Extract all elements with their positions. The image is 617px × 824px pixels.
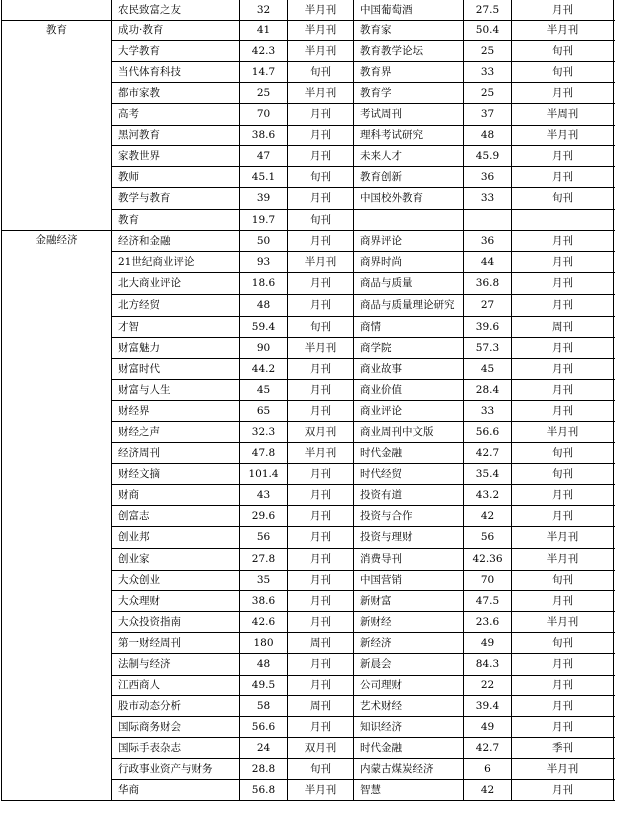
journal-count-cell: 32.3 bbox=[240, 422, 288, 443]
journal-count-cell: 41 bbox=[240, 21, 288, 41]
journal-name-cell: 经济和金融 bbox=[112, 231, 240, 252]
journal-frequency-cell: 月刊 bbox=[512, 401, 614, 422]
journal-count-cell: 36.8 bbox=[464, 273, 512, 295]
journal-frequency-cell: 双月刊 bbox=[288, 422, 354, 443]
journal-frequency-cell: 月刊 bbox=[288, 359, 354, 380]
journal-count-cell: 56.8 bbox=[240, 780, 288, 801]
journal-name-cell: 智慧 bbox=[354, 780, 464, 801]
journal-name-cell: 时代金融 bbox=[354, 443, 464, 464]
journal-frequency-cell: 半月刊 bbox=[288, 0, 354, 21]
category-cell: 教育 bbox=[2, 21, 112, 231]
journal-name-cell: 教学与教育 bbox=[112, 188, 240, 210]
journal-name-cell: 内蒙古煤炭经济 bbox=[354, 759, 464, 780]
journal-count-cell: 33 bbox=[464, 188, 512, 210]
journal-frequency-cell: 月刊 bbox=[512, 273, 614, 295]
journal-frequency-cell: 半月刊 bbox=[288, 21, 354, 41]
journal-count-cell: 93 bbox=[240, 252, 288, 273]
journal-name-cell: 未来人才 bbox=[354, 146, 464, 167]
journal-count-cell: 33 bbox=[464, 401, 512, 422]
journal-frequency-cell: 半月刊 bbox=[512, 549, 614, 571]
journal-count-cell: 42.7 bbox=[464, 738, 512, 759]
journal-name-cell: 大众投资指南 bbox=[112, 612, 240, 633]
journal-count-cell: 25 bbox=[240, 83, 288, 104]
journal-name-cell: 公司理财 bbox=[354, 676, 464, 696]
journal-frequency-cell: 月刊 bbox=[512, 359, 614, 380]
journal-count-cell: 47.8 bbox=[240, 443, 288, 464]
journal-frequency-cell: 月刊 bbox=[288, 485, 354, 506]
journal-count-cell: 48 bbox=[240, 654, 288, 676]
journal-frequency-cell: 月刊 bbox=[288, 549, 354, 571]
journal-count-cell: 6 bbox=[464, 759, 512, 780]
journal-name-cell: 财经文摘 bbox=[112, 464, 240, 485]
journal-name-cell: 新晨会 bbox=[354, 654, 464, 676]
journal-name-cell: 法制与经济 bbox=[112, 654, 240, 676]
journal-count-cell bbox=[464, 210, 512, 231]
journal-count-cell: 39 bbox=[240, 188, 288, 210]
journal-frequency-cell: 双月刊 bbox=[288, 738, 354, 759]
journal-count-cell: 47 bbox=[240, 146, 288, 167]
journal-count-cell: 25 bbox=[464, 41, 512, 62]
journal-name-cell: 投资有道 bbox=[354, 485, 464, 506]
journal-name-cell: 北方经贸 bbox=[112, 295, 240, 317]
journal-frequency-cell: 月刊 bbox=[512, 380, 614, 401]
journal-name-cell: 21世纪商业评论 bbox=[112, 252, 240, 273]
journal-name-cell: 新经济 bbox=[354, 633, 464, 654]
journal-frequency-cell: 旬刊 bbox=[288, 210, 354, 231]
journal-frequency-cell: 月刊 bbox=[288, 571, 354, 591]
journal-count-cell: 49.5 bbox=[240, 676, 288, 696]
journal-frequency-cell: 半月刊 bbox=[288, 780, 354, 801]
journal-frequency-cell: 周刊 bbox=[288, 696, 354, 717]
journal-name-cell: 财经界 bbox=[112, 401, 240, 422]
journal-count-cell: 27.5 bbox=[464, 0, 512, 21]
journal-name-cell: 投资与合作 bbox=[354, 506, 464, 527]
journal-name-cell: 时代金融 bbox=[354, 738, 464, 759]
journal-name-cell: 商业周刊中文版 bbox=[354, 422, 464, 443]
journal-count-cell: 70 bbox=[240, 104, 288, 126]
journal-count-cell: 48 bbox=[464, 126, 512, 146]
journal-name-cell: 财富时代 bbox=[112, 359, 240, 380]
journal-count-cell: 38.6 bbox=[240, 591, 288, 612]
journal-frequency-cell: 月刊 bbox=[288, 717, 354, 738]
journal-frequency-cell: 月刊 bbox=[288, 464, 354, 485]
journal-count-cell: 35.4 bbox=[464, 464, 512, 485]
journal-frequency-cell: 月刊 bbox=[512, 0, 614, 21]
journal-count-cell: 36 bbox=[464, 167, 512, 188]
journal-count-cell: 29.6 bbox=[240, 506, 288, 527]
journal-frequency-cell: 半月刊 bbox=[288, 41, 354, 62]
journal-frequency-cell: 月刊 bbox=[512, 506, 614, 527]
journal-count-cell: 58 bbox=[240, 696, 288, 717]
journal-frequency-cell: 月刊 bbox=[512, 717, 614, 738]
journal-frequency-cell: 月刊 bbox=[288, 104, 354, 126]
journal-frequency-cell: 半月刊 bbox=[512, 21, 614, 41]
journal-name-cell: 创业家 bbox=[112, 549, 240, 571]
journal-name-cell: 财商 bbox=[112, 485, 240, 506]
journal-frequency-cell: 月刊 bbox=[512, 338, 614, 359]
journal-frequency-cell: 季刊 bbox=[512, 738, 614, 759]
table-row bbox=[2, 21, 614, 41]
journal-count-cell: 28.8 bbox=[240, 759, 288, 780]
journal-name-cell: 大众创业 bbox=[112, 571, 240, 591]
journal-name-cell: 知识经济 bbox=[354, 717, 464, 738]
journal-name-cell: 国际手表杂志 bbox=[112, 738, 240, 759]
periodical-table bbox=[1, 0, 614, 801]
journal-count-cell: 18.6 bbox=[240, 273, 288, 295]
journal-count-cell: 24 bbox=[240, 738, 288, 759]
journal-frequency-cell: 月刊 bbox=[512, 295, 614, 317]
journal-frequency-cell: 旬刊 bbox=[512, 41, 614, 62]
journal-count-cell: 39.4 bbox=[464, 696, 512, 717]
journal-count-cell: 45 bbox=[240, 380, 288, 401]
journal-name-cell: 考试周刊 bbox=[354, 104, 464, 126]
journal-count-cell: 42.36 bbox=[464, 549, 512, 571]
journal-frequency-cell: 月刊 bbox=[288, 591, 354, 612]
journal-name-cell: 商业故事 bbox=[354, 359, 464, 380]
journal-count-cell: 45.1 bbox=[240, 167, 288, 188]
journal-frequency-cell: 月刊 bbox=[288, 654, 354, 676]
journal-frequency-cell: 半月刊 bbox=[512, 422, 614, 443]
journal-name-cell: 家教世界 bbox=[112, 146, 240, 167]
journal-name-cell: 华商 bbox=[112, 780, 240, 801]
journal-name-cell: 商业价值 bbox=[354, 380, 464, 401]
journal-frequency-cell: 旬刊 bbox=[512, 443, 614, 464]
journal-count-cell: 43 bbox=[240, 485, 288, 506]
journal-count-cell: 56.6 bbox=[464, 422, 512, 443]
journal-frequency-cell: 旬刊 bbox=[512, 188, 614, 210]
journal-frequency-cell: 周刊 bbox=[512, 317, 614, 338]
category-cell bbox=[2, 0, 112, 21]
journal-name-cell: 时代经贸 bbox=[354, 464, 464, 485]
journal-frequency-cell: 旬刊 bbox=[288, 317, 354, 338]
journal-count-cell: 39.6 bbox=[464, 317, 512, 338]
journal-name-cell: 新财富 bbox=[354, 591, 464, 612]
journal-frequency-cell: 月刊 bbox=[288, 380, 354, 401]
journal-count-cell: 45.9 bbox=[464, 146, 512, 167]
table-row bbox=[2, 0, 614, 21]
journal-frequency-cell: 月刊 bbox=[288, 188, 354, 210]
journal-name-cell: 商学院 bbox=[354, 338, 464, 359]
journal-frequency-cell: 月刊 bbox=[288, 146, 354, 167]
journal-count-cell: 27.8 bbox=[240, 549, 288, 571]
journal-name-cell: 成功·教育 bbox=[112, 21, 240, 41]
journal-name-cell: 商界时尚 bbox=[354, 252, 464, 273]
journal-name-cell: 黑河教育 bbox=[112, 126, 240, 146]
journal-name-cell: 艺术财经 bbox=[354, 696, 464, 717]
journal-name-cell: 商界评论 bbox=[354, 231, 464, 252]
journal-name-cell: 高考 bbox=[112, 104, 240, 126]
journal-name-cell: 投资与理财 bbox=[354, 527, 464, 549]
journal-count-cell: 35 bbox=[240, 571, 288, 591]
journal-frequency-cell: 月刊 bbox=[512, 591, 614, 612]
journal-count-cell: 42 bbox=[464, 506, 512, 527]
journal-count-cell: 45 bbox=[464, 359, 512, 380]
journal-count-cell: 47.5 bbox=[464, 591, 512, 612]
journal-frequency-cell: 旬刊 bbox=[288, 62, 354, 83]
journal-frequency-cell: 月刊 bbox=[512, 252, 614, 273]
journal-name-cell: 农民致富之友 bbox=[112, 0, 240, 21]
journal-name-cell: 创业邦 bbox=[112, 527, 240, 549]
journal-name-cell: 江西商人 bbox=[112, 676, 240, 696]
journal-count-cell: 44 bbox=[464, 252, 512, 273]
journal-name-cell: 大众理财 bbox=[112, 591, 240, 612]
journal-frequency-cell: 旬刊 bbox=[288, 167, 354, 188]
journal-name-cell: 大学教育 bbox=[112, 41, 240, 62]
journal-name-cell: 财富与人生 bbox=[112, 380, 240, 401]
journal-count-cell: 42.3 bbox=[240, 41, 288, 62]
journal-frequency-cell: 旬刊 bbox=[288, 759, 354, 780]
journal-frequency-cell: 旬刊 bbox=[512, 633, 614, 654]
journal-count-cell: 49 bbox=[464, 633, 512, 654]
journal-count-cell: 48 bbox=[240, 295, 288, 317]
journal-frequency-cell: 月刊 bbox=[288, 612, 354, 633]
journal-count-cell: 33 bbox=[464, 62, 512, 83]
journal-count-cell: 38.6 bbox=[240, 126, 288, 146]
journal-name-cell: 商情 bbox=[354, 317, 464, 338]
journal-frequency-cell: 月刊 bbox=[512, 654, 614, 676]
journal-count-cell: 56 bbox=[240, 527, 288, 549]
journal-frequency-cell: 半月刊 bbox=[288, 443, 354, 464]
journal-frequency-cell: 月刊 bbox=[288, 527, 354, 549]
journal-name-cell: 北大商业评论 bbox=[112, 273, 240, 295]
journal-count-cell: 70 bbox=[464, 571, 512, 591]
journal-name-cell: 消费导刊 bbox=[354, 549, 464, 571]
journal-name-cell: 当代体育科技 bbox=[112, 62, 240, 83]
journal-frequency-cell: 半月刊 bbox=[512, 126, 614, 146]
journal-frequency-cell: 月刊 bbox=[512, 83, 614, 104]
journal-name-cell: 才智 bbox=[112, 317, 240, 338]
journal-count-cell: 50.4 bbox=[464, 21, 512, 41]
journal-count-cell: 22 bbox=[464, 676, 512, 696]
journal-count-cell: 37 bbox=[464, 104, 512, 126]
journal-count-cell: 56 bbox=[464, 527, 512, 549]
journal-count-cell: 180 bbox=[240, 633, 288, 654]
journal-name-cell: 教育 bbox=[112, 210, 240, 231]
journal-frequency-cell: 旬刊 bbox=[512, 62, 614, 83]
journal-count-cell: 36 bbox=[464, 231, 512, 252]
journal-frequency-cell: 半月刊 bbox=[512, 612, 614, 633]
journal-count-cell: 101.4 bbox=[240, 464, 288, 485]
journal-name-cell: 财经之声 bbox=[112, 422, 240, 443]
journal-count-cell: 28.4 bbox=[464, 380, 512, 401]
journal-name-cell: 教育创新 bbox=[354, 167, 464, 188]
journal-frequency-cell: 月刊 bbox=[512, 231, 614, 252]
journal-count-cell: 65 bbox=[240, 401, 288, 422]
journal-name-cell: 教师 bbox=[112, 167, 240, 188]
journal-name-cell: 第一财经周刊 bbox=[112, 633, 240, 654]
journal-count-cell: 42.6 bbox=[240, 612, 288, 633]
journal-name-cell: 国际商务财会 bbox=[112, 717, 240, 738]
journal-count-cell: 32 bbox=[240, 0, 288, 21]
journal-name-cell: 新财经 bbox=[354, 612, 464, 633]
journal-count-cell: 42.7 bbox=[464, 443, 512, 464]
journal-name-cell: 教育教学论坛 bbox=[354, 41, 464, 62]
journal-name-cell: 中国葡萄酒 bbox=[354, 0, 464, 21]
journal-name-cell: 中国营销 bbox=[354, 571, 464, 591]
journal-frequency-cell: 月刊 bbox=[512, 696, 614, 717]
journal-count-cell: 43.2 bbox=[464, 485, 512, 506]
journal-frequency-cell: 月刊 bbox=[512, 485, 614, 506]
journal-frequency-cell: 月刊 bbox=[288, 126, 354, 146]
category-cell: 金融经济 bbox=[2, 231, 112, 801]
journal-count-cell: 23.6 bbox=[464, 612, 512, 633]
journal-frequency-cell: 半月刊 bbox=[288, 338, 354, 359]
journal-frequency-cell: 月刊 bbox=[288, 401, 354, 422]
journal-name-cell bbox=[354, 210, 464, 231]
journal-name-cell: 经济周刊 bbox=[112, 443, 240, 464]
journal-name-cell: 都市家教 bbox=[112, 83, 240, 104]
journal-count-cell: 56.6 bbox=[240, 717, 288, 738]
journal-frequency-cell: 半月刊 bbox=[288, 83, 354, 104]
journal-frequency-cell: 月刊 bbox=[288, 231, 354, 252]
journal-count-cell: 25 bbox=[464, 83, 512, 104]
journal-frequency-cell: 半月刊 bbox=[512, 527, 614, 549]
journal-name-cell: 财富魅力 bbox=[112, 338, 240, 359]
journal-frequency-cell: 月刊 bbox=[288, 295, 354, 317]
journal-frequency-cell: 月刊 bbox=[288, 676, 354, 696]
journal-count-cell: 27 bbox=[464, 295, 512, 317]
journal-count-cell: 49 bbox=[464, 717, 512, 738]
journal-name-cell: 教育界 bbox=[354, 62, 464, 83]
journal-name-cell: 教育家 bbox=[354, 21, 464, 41]
journal-frequency-cell: 旬刊 bbox=[512, 464, 614, 485]
journal-frequency-cell: 月刊 bbox=[512, 146, 614, 167]
journal-count-cell: 90 bbox=[240, 338, 288, 359]
journal-count-cell: 42 bbox=[464, 780, 512, 801]
journal-name-cell: 商品与质量 bbox=[354, 273, 464, 295]
journal-name-cell: 行政事业资产与财务 bbox=[112, 759, 240, 780]
journal-frequency-cell: 月刊 bbox=[512, 676, 614, 696]
journal-frequency-cell bbox=[512, 210, 614, 231]
journal-frequency-cell: 半周刊 bbox=[512, 104, 614, 126]
journal-count-cell: 19.7 bbox=[240, 210, 288, 231]
journal-frequency-cell: 月刊 bbox=[512, 167, 614, 188]
journal-name-cell: 中国校外教育 bbox=[354, 188, 464, 210]
journal-frequency-cell: 周刊 bbox=[288, 633, 354, 654]
journal-name-cell: 教育学 bbox=[354, 83, 464, 104]
journal-count-cell: 57.3 bbox=[464, 338, 512, 359]
journal-count-cell: 44.2 bbox=[240, 359, 288, 380]
journal-name-cell: 股市动态分析 bbox=[112, 696, 240, 717]
journal-name-cell: 商业评论 bbox=[354, 401, 464, 422]
journal-count-cell: 50 bbox=[240, 231, 288, 252]
table-row bbox=[2, 231, 614, 252]
journal-frequency-cell: 月刊 bbox=[288, 273, 354, 295]
journal-name-cell: 理科考试研究 bbox=[354, 126, 464, 146]
journal-count-cell: 59.4 bbox=[240, 317, 288, 338]
journal-name-cell: 商品与质量理论研究 bbox=[354, 295, 464, 317]
journal-frequency-cell: 月刊 bbox=[288, 506, 354, 527]
journal-count-cell: 14.7 bbox=[240, 62, 288, 83]
journal-frequency-cell: 月刊 bbox=[512, 780, 614, 801]
journal-frequency-cell: 半月刊 bbox=[288, 252, 354, 273]
journal-frequency-cell: 半月刊 bbox=[512, 759, 614, 780]
journal-frequency-cell: 旬刊 bbox=[512, 571, 614, 591]
journal-count-cell: 84.3 bbox=[464, 654, 512, 676]
journal-name-cell: 创富志 bbox=[112, 506, 240, 527]
